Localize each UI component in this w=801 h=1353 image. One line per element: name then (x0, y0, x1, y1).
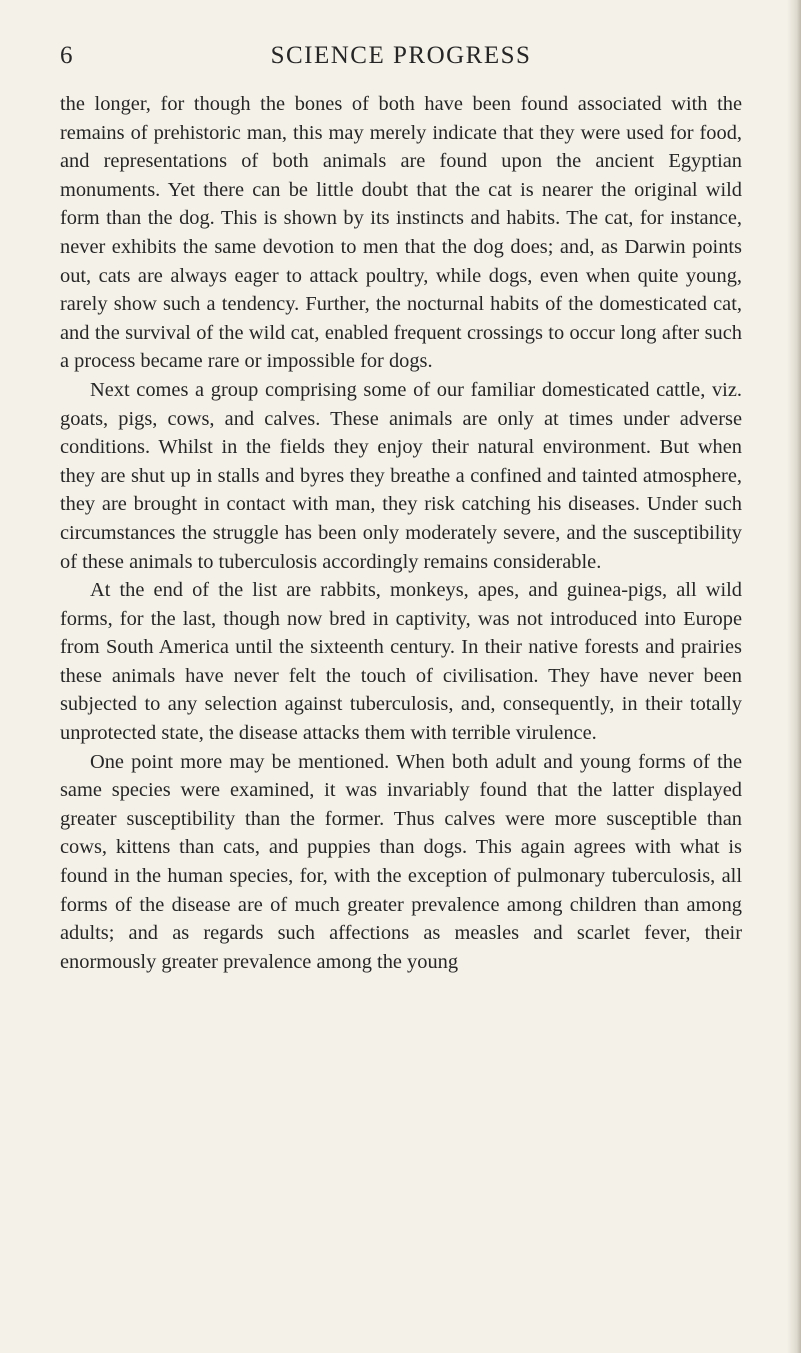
running-head (60, 42, 742, 82)
paragraph-young-forms: One point more may be mentioned. When both adult and young forms of the same species were examined, it was invariably found that the latter displayed greater susceptibility than the former. Thus calves were more susceptible than cows, kittens than cats, and puppies than dogs. This again agrees with what is found in the human species, for, with the exception of pulmonary tuberculosis, all forms of the disease are of much greater prevalence among children than among adults; and as regards such affections as measles and scarlet fever, their enormously greater prevalence among the young (60, 750, 742, 973)
paragraph-cattle: Next comes a group comprising some of our familiar domesticated cattle, viz. goats, pigs, cows, and calves. These animals are only at times under adverse conditions. Whilst in the fields they enjoy their natural environment. But when they are shut up in stalls and byres they breathe a confined and tainted atmosphere, they are brought in contact with man, they risk catching his diseases. Under such circumstances the struggle has been only moderately severe, and the susceptibility of these animals to tuberculosis accordingly remains considerable. (60, 378, 742, 573)
paragraph-wild-forms: At the end of the list are rabbits, monkeys, apes, and guinea-pigs, all wild forms, for the last, though now bred in captivity, was not introduced into Europe from South America until the sixteenth century. In their native forests and prairies these animals have never felt the touch of civilisation. They have never been subjected to any selection against tuberculosis, and, consequently, in their totally unprotected state, the disease attacks them with terrible virulence. (60, 579, 742, 745)
page-edge-shadow (787, 0, 801, 1353)
running-title: SCIENCE PROGRESS (270, 42, 532, 69)
paragraph-continued: the longer, for though the bones of both have been found associated with the remains of prehistoric man, this may merely indicate that they were used for food, and representations of both animals are found upon the ancient Egyptian monuments. Yet there can be little doubt that the cat is nearer the original wild form than the dog. This is shown by its instincts and habits. The cat, for instance, never exhibits the same devotion to men that the dog does; and, as Darwin points out, cats are always eager to attack poultry, while dogs, even when quite young, rarely show such a tendency. Further, the nocturnal habits of the domesticated cat, and the survival of the wild cat, enabled frequent crossings to occur long after such a process became rare or impossible for dogs. (60, 93, 742, 373)
page-number: 6 (60, 42, 73, 69)
body-text (60, 90, 742, 976)
